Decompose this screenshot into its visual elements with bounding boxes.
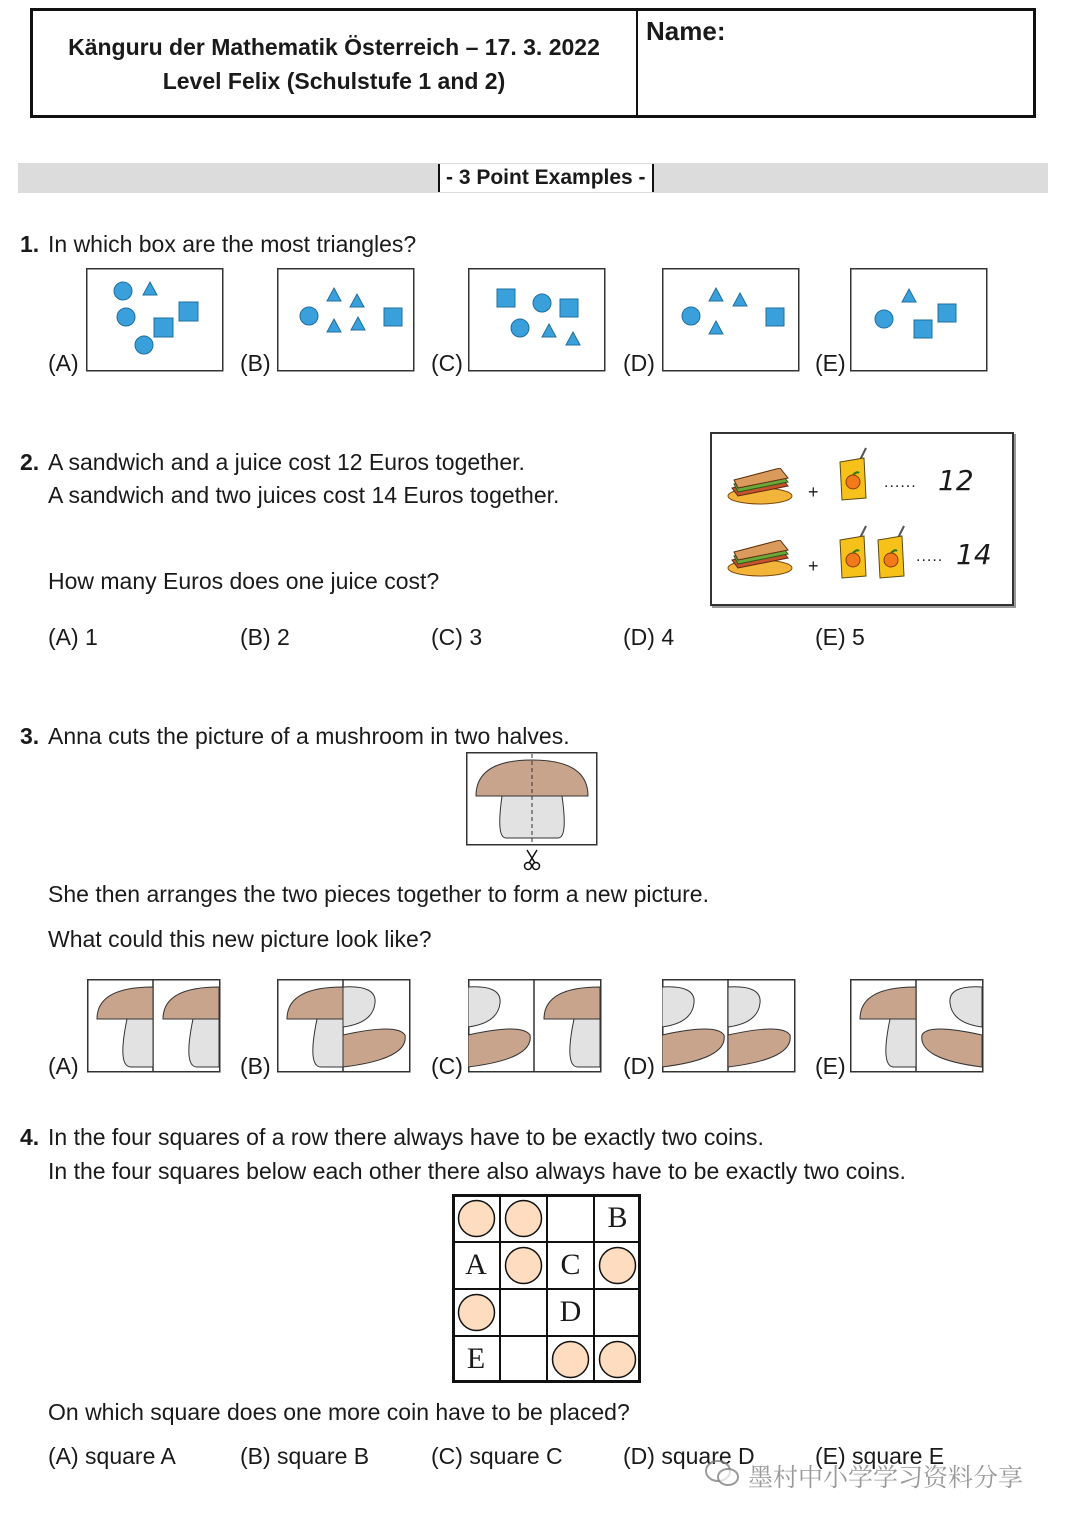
q3-option-c: (C) bbox=[431, 1053, 463, 1079]
q2-figure bbox=[710, 432, 1014, 606]
q2-line2: A sandwich and two juices cost 14 Euros together. bbox=[48, 482, 560, 508]
q4-option-d: (D) square D bbox=[623, 1443, 755, 1469]
grid-label-d: D bbox=[559, 1295, 582, 1328]
q1-box-d bbox=[662, 268, 800, 372]
q3-answer-c bbox=[468, 979, 602, 1073]
q3-option-a: (A) bbox=[48, 1053, 79, 1079]
q2-option-a: (A) 1 bbox=[48, 624, 98, 650]
sandwich-icon bbox=[726, 540, 796, 580]
q4-option-c: (C) square C bbox=[431, 1443, 563, 1469]
q1-option-c: (C) bbox=[431, 350, 463, 376]
q3-option-e: (E) bbox=[815, 1053, 846, 1079]
q1-box-b bbox=[277, 268, 415, 372]
coin bbox=[600, 1342, 636, 1378]
name-label: Name: bbox=[646, 16, 726, 46]
grid-label-a: A bbox=[465, 1248, 487, 1281]
q3-line3: What could this new picture look like? bbox=[48, 926, 432, 952]
q3-option-b: (B) bbox=[240, 1053, 271, 1079]
section-title: - 3 Point Examples - bbox=[438, 164, 654, 192]
q4-line1: In the four squares of a row there always have to be exactly two coins. bbox=[48, 1124, 764, 1150]
q2-plus-1: + bbox=[808, 482, 819, 502]
q1-box-c bbox=[468, 268, 606, 372]
q3-text: Anna cuts the picture of a mushroom in two halves. bbox=[48, 723, 570, 749]
coin bbox=[459, 1201, 495, 1237]
q4-option-e: (E) square E bbox=[815, 1443, 945, 1469]
header-box bbox=[30, 8, 1036, 118]
header-title-line2: Level Felix (Schulstufe 1 and 2) bbox=[162, 68, 506, 94]
juice-icon bbox=[836, 446, 872, 502]
q3-answer-a bbox=[87, 979, 221, 1073]
q2-line1: A sandwich and a juice cost 12 Euros together. bbox=[48, 449, 525, 475]
q1-option-e: (E) bbox=[815, 350, 846, 376]
q2-total-2: 14 bbox=[956, 538, 992, 571]
q2-option-e: (E) 5 bbox=[815, 624, 865, 650]
q1-number: 1. bbox=[20, 231, 40, 257]
q3-option-d: (D) bbox=[623, 1053, 655, 1079]
coin bbox=[600, 1248, 636, 1284]
q3-line2: She then arranges the two pieces together to form a new picture. bbox=[48, 881, 709, 907]
q3-answer-b bbox=[277, 979, 411, 1073]
q3-number: 3. bbox=[20, 723, 40, 749]
q4-question: On which square does one more coin have to be placed? bbox=[48, 1399, 630, 1425]
juice-icon bbox=[836, 524, 872, 580]
q4-number: 4. bbox=[20, 1124, 40, 1150]
coin bbox=[553, 1342, 589, 1378]
q2-dots-2: ..... bbox=[916, 548, 944, 565]
juice-icon bbox=[874, 524, 910, 580]
q1-box-e bbox=[850, 268, 988, 372]
q2-plus-2: + bbox=[808, 556, 819, 576]
scissors-icon bbox=[525, 850, 540, 870]
q1-text: In which box are the most triangles? bbox=[48, 231, 417, 257]
watermark: 墨村中小学学习资料分享 bbox=[748, 1464, 1024, 1492]
q4-option-a: (A) square A bbox=[48, 1443, 176, 1469]
grid-label-b: B bbox=[607, 1201, 628, 1234]
coin bbox=[459, 1295, 495, 1331]
q4-coin-grid bbox=[452, 1194, 641, 1383]
q2-dots-1: ...... bbox=[884, 474, 917, 491]
q2-option-b: (B) 2 bbox=[240, 624, 290, 650]
q4-option-b: (B) square B bbox=[240, 1443, 370, 1469]
wechat-icon bbox=[704, 1458, 740, 1488]
q3-answer-e bbox=[850, 979, 984, 1073]
q1-option-b: (B) bbox=[240, 350, 271, 376]
q2-total-1: 12 bbox=[938, 464, 974, 497]
grid-label-c: C bbox=[560, 1248, 581, 1281]
q3-mushroom-original bbox=[466, 752, 598, 876]
q2-question: How many Euros does one juice cost? bbox=[48, 568, 440, 594]
q1-box-a bbox=[86, 268, 224, 372]
q2-number: 2. bbox=[20, 449, 40, 475]
grid-label-e: E bbox=[466, 1342, 486, 1375]
coin bbox=[506, 1248, 542, 1284]
coin bbox=[506, 1201, 542, 1237]
q3-answer-d bbox=[662, 979, 796, 1073]
header-title-line1: Känguru der Mathematik Österreich – 17. 3. 2022 bbox=[68, 34, 600, 60]
q4-line2: In the four squares below each other there also always have to be exactly two coins. bbox=[48, 1158, 906, 1184]
q1-option-d: (D) bbox=[623, 350, 655, 376]
sandwich-icon bbox=[726, 468, 796, 508]
q1-option-a: (A) bbox=[48, 350, 79, 376]
header-divider bbox=[636, 8, 638, 118]
q2-option-d: (D) 4 bbox=[623, 624, 675, 650]
q2-option-c: (C) 3 bbox=[431, 624, 483, 650]
